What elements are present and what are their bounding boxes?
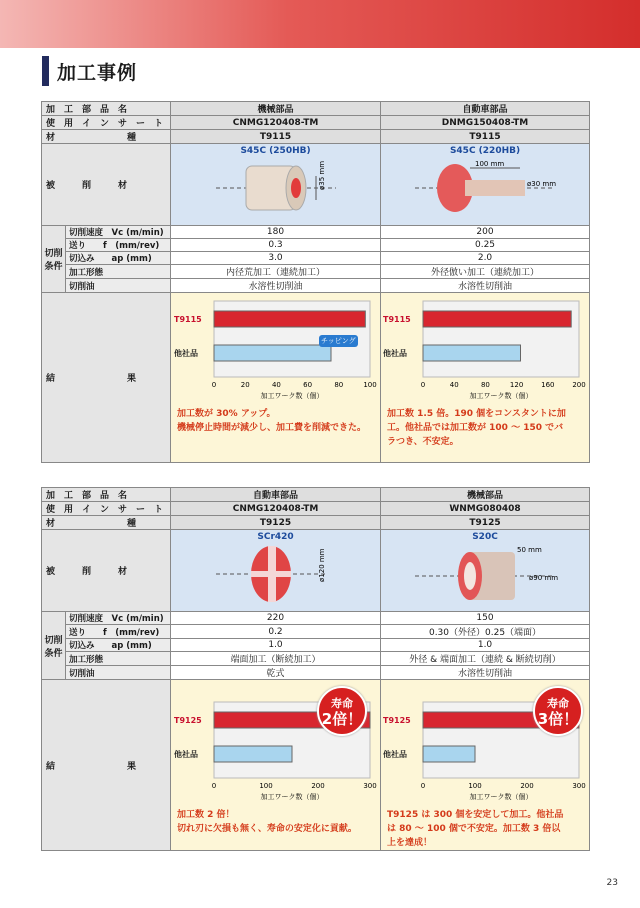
svg-text:ø30 mm: ø30 mm [527,180,557,188]
tick-label: 100 [258,782,273,790]
category-label: T9125 [173,716,202,725]
svg-text:ø35 mm: ø35 mm [317,160,326,190]
page-title: 加工事例 [42,56,137,86]
chipping-callout: チッピング [321,337,356,345]
x-axis-label: 加工ワーク数（個） [260,392,324,400]
case-table-1: 加 工 部 品 名 機械部品 自動車部品 使 用 イ ン サ ー ト CNMG120408-TM DNMG150408-TM 材 種 T9115 T9115 被 削 材 S45C (250HB) ø35 mm S45C (220HB) 100 mm ø30 mm 切削条件 切削速度 Vc (m/min) 180 200 送り f (mm/rev) 0.3 0.25 切込み ap (mm) 3.0 2.0 加工形態 内径荒加工（連続加工） 外径倣い加工（連続加工） 切削油 水溶性切削油 水溶性切削油 結 果 T9115 他社品 0 20 40 60 80 100 加工ワーク数（個） 加工数が 30% アップ。 機械停止時間が減少し、加工費を削減できた。 チッピング T9115 他社品 0 40 80 120 160 200 加工ワーク数（個） 加工数 1.5 倍。190 個をコンスタントに加 工。他社品では加工数が 100 〜 150 でバ ラつき、不安定。 [41,101,590,463]
tick-label: 80 [333,381,343,389]
tick-label: 40 [271,381,281,389]
result-cell-1-1: T9115 他社品 0 20 40 60 80 100 加工ワーク数（個） 加工数が 30% アップ。 機械停止時間が減少し、加工費を削減できた。 チッピング [171,293,381,463]
category-label: 他社品 [383,349,408,358]
tick-label: 200 [520,782,534,790]
svg-text:ø90 mm: ø90 mm [529,574,559,582]
part-ring-image [415,542,559,604]
page-number: 23 [606,878,618,888]
x-axis-label: 加工ワーク数（個） [469,793,533,801]
work-image-1: S45C (250HB) ø35 mm [171,144,381,226]
life-badge-3x: 寿命 3倍！ [533,686,583,736]
part-shaft-image [415,156,555,216]
svg-text:ø120 mm: ø120 mm [317,548,326,582]
tick-label: 120 [509,381,524,389]
bar-1 [423,345,521,361]
label-part: 加 工 部 品 名 [42,102,171,116]
category-label: T9115 [173,315,202,324]
tick-label: 80 [480,381,490,389]
life-badge-2x: 寿命 2倍！ [317,686,367,736]
work-image-2: S45C (220HB) 100 mm ø30 mm [381,144,590,226]
x-axis-label: 加工ワーク数（個） [260,793,324,801]
category-label: 他社品 [383,750,408,759]
result-cell-2-1: T9125 他社品 0 100 200 300 加工ワーク数（個） 加工数 2 倍！ 切れ刃に欠損も無く、寿命の安定化に貢献。 寿命 2倍！ [171,680,381,851]
tick-label: 0 [211,782,216,790]
tick-label: 300 [362,782,377,790]
tick-label: 100 [362,381,377,389]
part-gear-image [216,542,336,604]
bar-1 [214,345,331,361]
tick-label: 20 [240,381,250,389]
bar-1 [214,746,292,762]
x-axis-label: 加工ワーク数（個） [469,392,533,400]
result-cell-2-2: T9125 他社品 0 100 200 300 加工ワーク数（個） T9125 は 300 個を安定して加工。他社品 は 80 〜 100 個で不安定。加工数 3 倍以 上を達成！ 寿命 3倍！ [381,680,590,851]
tick-label: 60 [302,381,312,389]
tick-label: 200 [572,381,586,389]
tick-label: 0 [420,381,426,389]
category-label: T9125 [383,716,411,725]
category-label: 他社品 [173,750,198,759]
part-tube-image [216,156,336,216]
tick-label: 200 [310,782,325,790]
tick-label: 0 [420,782,426,790]
tick-label: 160 [541,381,555,389]
category-label: 他社品 [173,349,198,358]
svg-text:100 mm: 100 mm [475,160,505,168]
svg-text:50 mm: 50 mm [517,546,542,554]
tick-label: 100 [468,782,482,790]
result-cell-1-2: T9115 他社品 0 40 80 120 160 200 加工ワーク数（個） 加工数 1.5 倍。190 個をコンスタントに加 工。他社品では加工数が 100 〜 150 でバ ラつき、不安定。 [381,293,590,463]
category-label: T9115 [383,315,411,324]
cond-label: 切削条件 [42,226,66,293]
case-table-2: 加 工 部 品 名 自動車部品 機械部品 使 用 イ ン サ ー ト CNMG120408-TM WNMG080408 材 種 T9125 T9125 被 削 材 SCr420 ø120 mm S20C 50 mm ø90 mm 切削条件 切削速度 Vc (m/min) 220 150 送り f (mm/rev) 0.2 0.30（外径）0.25（端面） 切込み ap (mm) 1.0 1.0 加工形態 端面加工（断続加工） 外径 & 端面加工（連続 & 断続切削） 切削油 乾式 水溶性切削油 結 果 T9125 他社品 0 100 200 300 加工ワーク数（個） 加工数 2 倍！ 切れ刃に欠損も無く、寿命の安定化に貢献。 寿命 2倍！ T9125 他社品 0 100 200 300 加工ワーク数（個） T9125 は 300 個を安定して加工。他社品 は 80 〜 100 個で不安定。加工数 3 倍以 上を達成！ 寿命 3倍！ [41,487,590,851]
bar-1 [423,746,475,762]
bar-0 [423,311,571,327]
bar-0 [214,311,365,327]
tick-label: 40 [449,381,459,389]
tick-label: 0 [211,381,216,389]
tick-label: 300 [572,782,586,790]
top-banner [0,0,640,48]
